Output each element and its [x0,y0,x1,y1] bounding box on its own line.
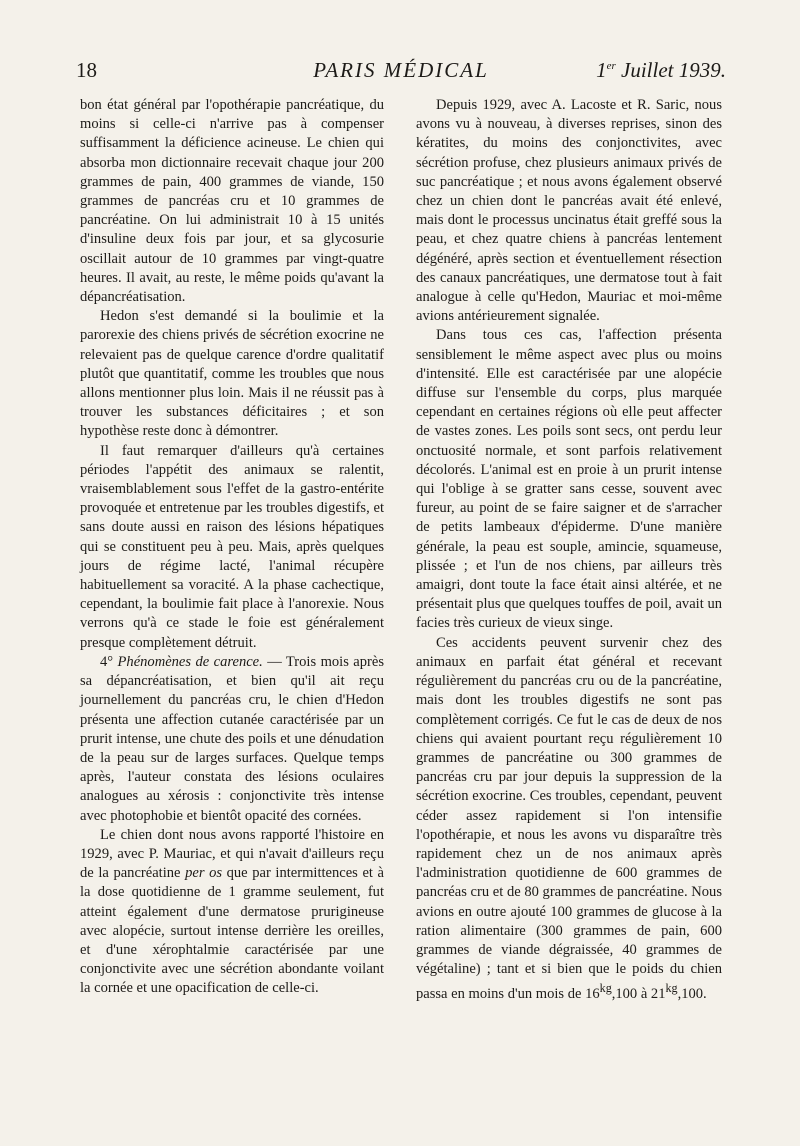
section-title: Phénomènes de carence. [117,653,263,670]
paragraph: Dans tous ces cas, l'affection présenta sensiblement le même aspect avec plus ou moins d'intensité. Elle est caractérisée par une alopécie diffuse sur l'ensemble du corps, plus marquée cependant en certaines régions où elle peut affecter de vastes zones. Les poils sont secs, ont perdu leur onctuosité normale, et sont parfois relativement décolorés. L'animal est en proie à un prurit intense qui l'oblige à se gratter sans cesse, souvent avec fureur, au point de se faire saigner et de s'arracher de petits lambeaux d'épiderme. D'une manière générale, la peau est souple, amincie, squameuse, plissée ; et l'un de nos chiens, par ailleurs très amaigri, dont toute la face était ainsi altérée, et ne présentait plus que quelques touffes de poil, avait un facies très curieux de vieux singe. [416,327,722,632]
paragraph [80,826,384,999]
paragraph-text: ,100. [677,986,707,1003]
paragraph: Depuis 1929, avec A. Lacoste et R. Saric, nous avons vu à nouveau, à diverses reprises, sinon des kératites, du moins des conjonctivites, avec sécrétion profuse, chez plusieurs animaux privés de suc pancréatique ; et nous avons également observé chez un chien dont le pancréas avait été enlevé, mais dont le processus uncinatus était greffé sous la peau, et chez quatre chiens à pancréas lentement dégénéré, après section et éventuellement résection des canaux pancréatiques, une dermatose tout à fait analogue à celle qu'Hedon, Mauriac et moi-même avions antérieurement signalée. [416,97,722,325]
section-number: 4° [100,653,118,670]
paragraph [416,634,722,1005]
unit-superscript: kg [665,981,678,996]
paragraph: Hedon s'est demandé si la boulimie et la parorexie des chiens privés de sécrétion exocrine ne relevaient pas de quelque carence d'ordre qualitatif plutôt que quantitatif, comme les troubles que nous allons mentionner plus loin. Mais il ne réussit pas à trouver les substances déficitaires ; et son hypothèse reste donc à démontrer. [80,308,384,440]
latin-term: per os [185,865,223,882]
unit-superscript: kg [599,981,612,996]
issue-date [596,58,726,83]
left-column [80,96,384,999]
paragraph: bon état général par l'opothérapie pancréatique, du moins si celle-ci n'arrive pas à compenser suffisamment la déficience acineuse. Le chien qui absorba mon dictionnaire recevait chaque jour 200 grammes de pain, 400 grammes de viande, 150 grammes de pancréas cru et 10 grammes de pancréatine. On lui administrait 10 à 15 unités d'insuline deux fois par jour, et sa glycosurie oscillait autour de 10 grammes par vingt-quatre heures. Il avait, au reste, le même poids qu'avant la dépancréatisation. [80,97,384,306]
date-superscript: er [606,60,616,72]
paragraph: Il faut remarquer d'ailleurs qu'à certaines périodes l'appétit des animaux se ralentit, vraisemblablement sous l'effet de la gastro-entérite provoquée et entretenue par les troubles digestifs, et sans doute aussi en raison des lésions hépatiques qui se constituent peu à peu. Mais, après quelques jours de régime lacté, l'animal récupère habituellement sa voracité. A la phase cachectique, cependant, la boulimie fait place à l'anorexie. Nous verrons qu'à ce stade le foie est généralement presque complètement détruit. [80,442,384,651]
date-month-year: Juillet 1939. [615,58,726,82]
paragraph-text: — Trois mois après sa dépancréatisation, et bien qu'il ait reçu journellement du pancréas cru, le chien d'Hedon présenta une affection cutanée caractérisée par un prurit intense, une chute des poils et une dénudation de la peau sur de larges surfaces. Quelque temps après, l'auteur constata des lésions oculaires analogues au xérosis : conjonctivite très intense avec photophobie et bientôt opacité des cornées. [80,653,384,824]
paragraph [80,653,384,826]
paragraph-text: Ces accidents peuvent survenir chez des animaux en parfait état général et recevant régulièrement du pancréas cru ou de la pancréatine, mais dont les troubles digestifs ne sont pas complètement corrigés. Ce fut le cas de deux de nos chiens qui avaient pourtant reçu régulièrement 10 grammes de pancréatine ou 300 grammes de pancréas cru par jour depuis la suppression de la sécrétion exocrine. Ces troubles, cependant, peuvent céder assez rapidement si l'on intensifie l'opothérapie, et nous les avons vu disparaître très rapidement chez un de nos animaux après l'administration quotidienne de 600 grammes de pancréas cru et de 80 grammes de pancréatine. Nous avions en outre ajouté 100 grammes de glucose à la ration alimentaire (300 grammes de pain, 600 grammes de viande dégraissée, 40 grammes de végétaline) ; tant et si bien que le poids du chien passa en moins d'un mois de 16 [416,634,722,1003]
paragraph-text: que par intermittences et à la dose quotidienne de 1 gramme seulement, fut atteint également d'une dermatose prurigineuse avec alopécie, surtout intense derrière les oreilles, et d'une xérophtalmie caractérisée par une conjonctivite avec une sécrétion abondante voilant la cornée et une opacification de celle-ci. [80,865,385,997]
page-header [76,58,726,88]
journal-title: PARIS MÉDICAL [313,58,489,82]
date-day: 1 [596,58,607,82]
paragraph-text: Le chien dont nous avons rapporté l'histoire en 1929, avec P. Mauriac, et qui n'avait d'ailleurs reçu de la pancréatine [80,826,384,882]
right-column [416,96,722,1004]
paragraph-text: ,100 à 21 [611,986,666,1003]
page-number: 18 [76,58,97,82]
